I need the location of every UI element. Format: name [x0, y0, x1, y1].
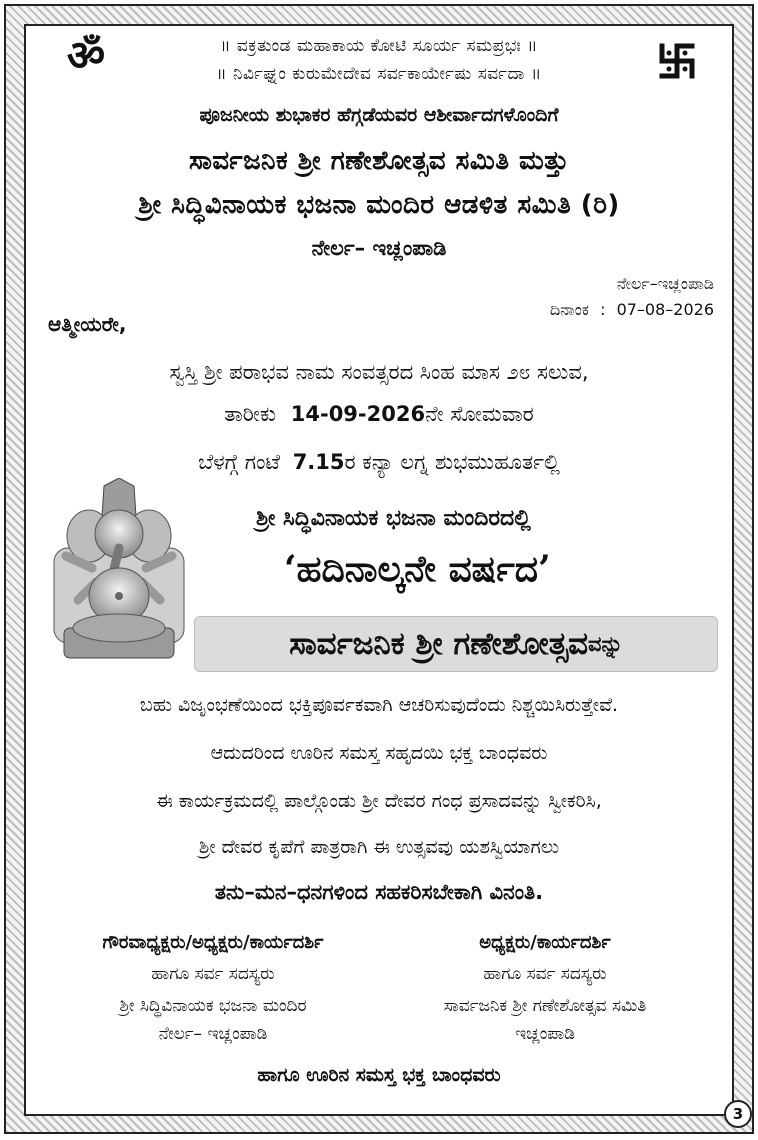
paragraph-line-2: ಆದುದರಿಂದ ಊರಿನ ಸಮಸ್ತ ಸಹೃದಯಿ ಭಕ್ತ ಬಾಂಧವರು [210, 742, 548, 764]
festival-name: ಸಾರ್ವಜನಿಕ ಶ್ರೀ ಗಣೇಶೋತ್ಸವ [289, 625, 589, 662]
invite-line-1: ಸ್ವಸ್ತಿ ಶ್ರೀ ಪರಾಭವ ನಾಮ ಸಂವತ್ಸರದ ಸಿಂಹ ಮಾಸ ೨೮ ಸಲುವ, [169, 360, 589, 384]
request-line: ತನು–ಮನ–ಧನಗಳಿಂದ ಸಹಕರಿಸಬೇಕಾಗಿ ವಿನಂತಿ. [214, 880, 544, 904]
festival-time: 7.15 [292, 450, 345, 474]
page-number: 3 [724, 1100, 752, 1128]
invocation-line-2: ॥ ನಿರ್ವಿಘ್ನಂ ಕುರುಮೇದೇವ ಸರ್ವಕಾರ್ಯೇಷು ಸರ್ವದಾ ॥ [216, 64, 542, 84]
right-signatory-title: ಅಧ್ಯಕ್ಷರು/ಕಾರ್ಯದರ್ಶಿ [479, 932, 611, 953]
weekday: ನೇ ಸೋಮವಾರ [425, 402, 534, 426]
invite-line-2 [0, 402, 758, 427]
left-signatory-org: ಶ್ರೀ ಸಿದ್ಧಿವಿನಾಯಕ ಭಜನಾ ಮಂದಿರ [119, 996, 307, 1016]
salutation: ಆತ್ಮೀಯರೇ, [48, 312, 127, 336]
invite-line-3 [0, 450, 758, 475]
invocation-line-1: ॥ ವಕ್ರತುಂಡ ಮಹಾಕಾಯ ಕೋಟಿ ಸೂರ್ಯ ಸಮಪ್ರಭಃ ॥ [220, 36, 538, 56]
blessing-line: ಪೂಜನೀಯ ಶುಭಾಕರ ಹೆಗ್ಗಡೆಯವರ ಆಶೀರ್ವಾದಗಳೊಂದಿಗೆ [199, 104, 559, 126]
organizer-line-1: ಸಾರ್ವಜನಿಕ ಶ್ರೀ ಗಣೇಶೋತ್ಸವ ಸಮಿತಿ ಮತ್ತು [188, 146, 570, 176]
time-prefix: ಬೆಳಗ್ಗೆ ಗಂಟೆ [198, 450, 280, 474]
date-prefix: ತಾರೀಕು [224, 402, 277, 426]
left-signatory-members: ಹಾಗೂ ಸರ್ವ ಸದಸ್ಯರು [151, 964, 275, 984]
anniversary-year: ‘ಹದಿನಾಲ್ಕನೇ ವರ್ಷದ’ [284, 548, 551, 590]
left-signatory-place: ನೇರ್ಲ– ಇಚ್ಲಂಪಾಡಿ [158, 1024, 268, 1044]
festival-banner [194, 616, 718, 672]
festival-date: 14-09-2026 [290, 402, 426, 426]
muhurta-text: ರ ಕನ್ಯಾ ಲಗ್ನ ಶುಭಮುಹೂರ್ತಲ್ಲಿ [344, 450, 560, 474]
ganesha-idol-image [44, 478, 194, 668]
right-signatory-org: ಸಾರ್ವಜನಿಕ ಶ್ರೀ ಗಣೇಶೋತ್ಸವ ಸಮಿತಿ [443, 996, 647, 1016]
date-value: 07–08–2026 [616, 300, 714, 319]
date-label: ದಿನಾಂಕ [549, 300, 589, 319]
paragraph-line-4: ಶ್ರೀ ದೇವರ ಕೃಪೆಗೆ ಪಾತ್ರರಾಗಿ ಈ ಉತ್ಸವವು ಯಶಸ್ವಿಯಾಗಲು [198, 836, 560, 858]
paragraph-line-1: ಬಹು ವಿಜೃಂಭಣೆಯಿಂದ ಭಕ್ತಿಪೂರ್ವಕವಾಗಿ ಆಚರಿಸುವುದೆಂದು ನಿಶ್ಚಯಿಸಿರುತ್ತೇವೆ. [139, 694, 619, 716]
left-signatory-title: ಗೌರವಾಧ್ಯಕ್ಷರು/ಅಧ್ಯಕ್ಷರು/ಕಾರ್ಯದರ್ಶಿ [102, 932, 324, 953]
right-signatory-place: ಇಚ್ಲಂಪಾಡಿ [515, 1024, 575, 1044]
footer-line: ಹಾಗೂ ಊರಿನ ಸಮಸ್ತ ಭಕ್ತ ಬಾಂಧವರು [257, 1064, 501, 1086]
letter-date [550, 300, 714, 320]
letter-place: ನೇರ್ಲ–ಇಚ್ಲಂಪಾಡಿ [616, 274, 714, 293]
right-signatory-members: ಹಾಗೂ ಸರ್ವ ಸದಸ್ಯರು [483, 964, 607, 984]
temple-name: ಶ್ರೀ ಸಿದ್ಧಿವಿನಾಯಕ ಭಜನಾ ಮಂದಿರದಲ್ಲಿ [256, 506, 531, 531]
paragraph-line-3: ಈ ಕಾರ್ಯಕ್ರಮದಲ್ಲಿ ಪಾಲ್ಗೊಂಡು ಶ್ರೀ ದೇವರ ಗಂಧ ಪ್ರಸಾದವನ್ನು ಸ್ವೀಕರಿಸಿ, [156, 790, 602, 812]
svg-text:ॐ: ॐ [66, 31, 106, 78]
organizer-place: ನೇರ್ಲ– ಇಚ್ಲಂಪಾಡಿ [311, 236, 447, 260]
date-separator: : [600, 300, 606, 319]
organizer-line-2: ಶ್ರೀ ಸಿದ್ಧಿವಿನಾಯಕ ಭಜನಾ ಮಂದಿರ ಆಡಳಿತ ಸಮಿತಿ (ರಿ) [138, 190, 620, 220]
festival-suffix: ವನ್ನು [588, 631, 623, 656]
